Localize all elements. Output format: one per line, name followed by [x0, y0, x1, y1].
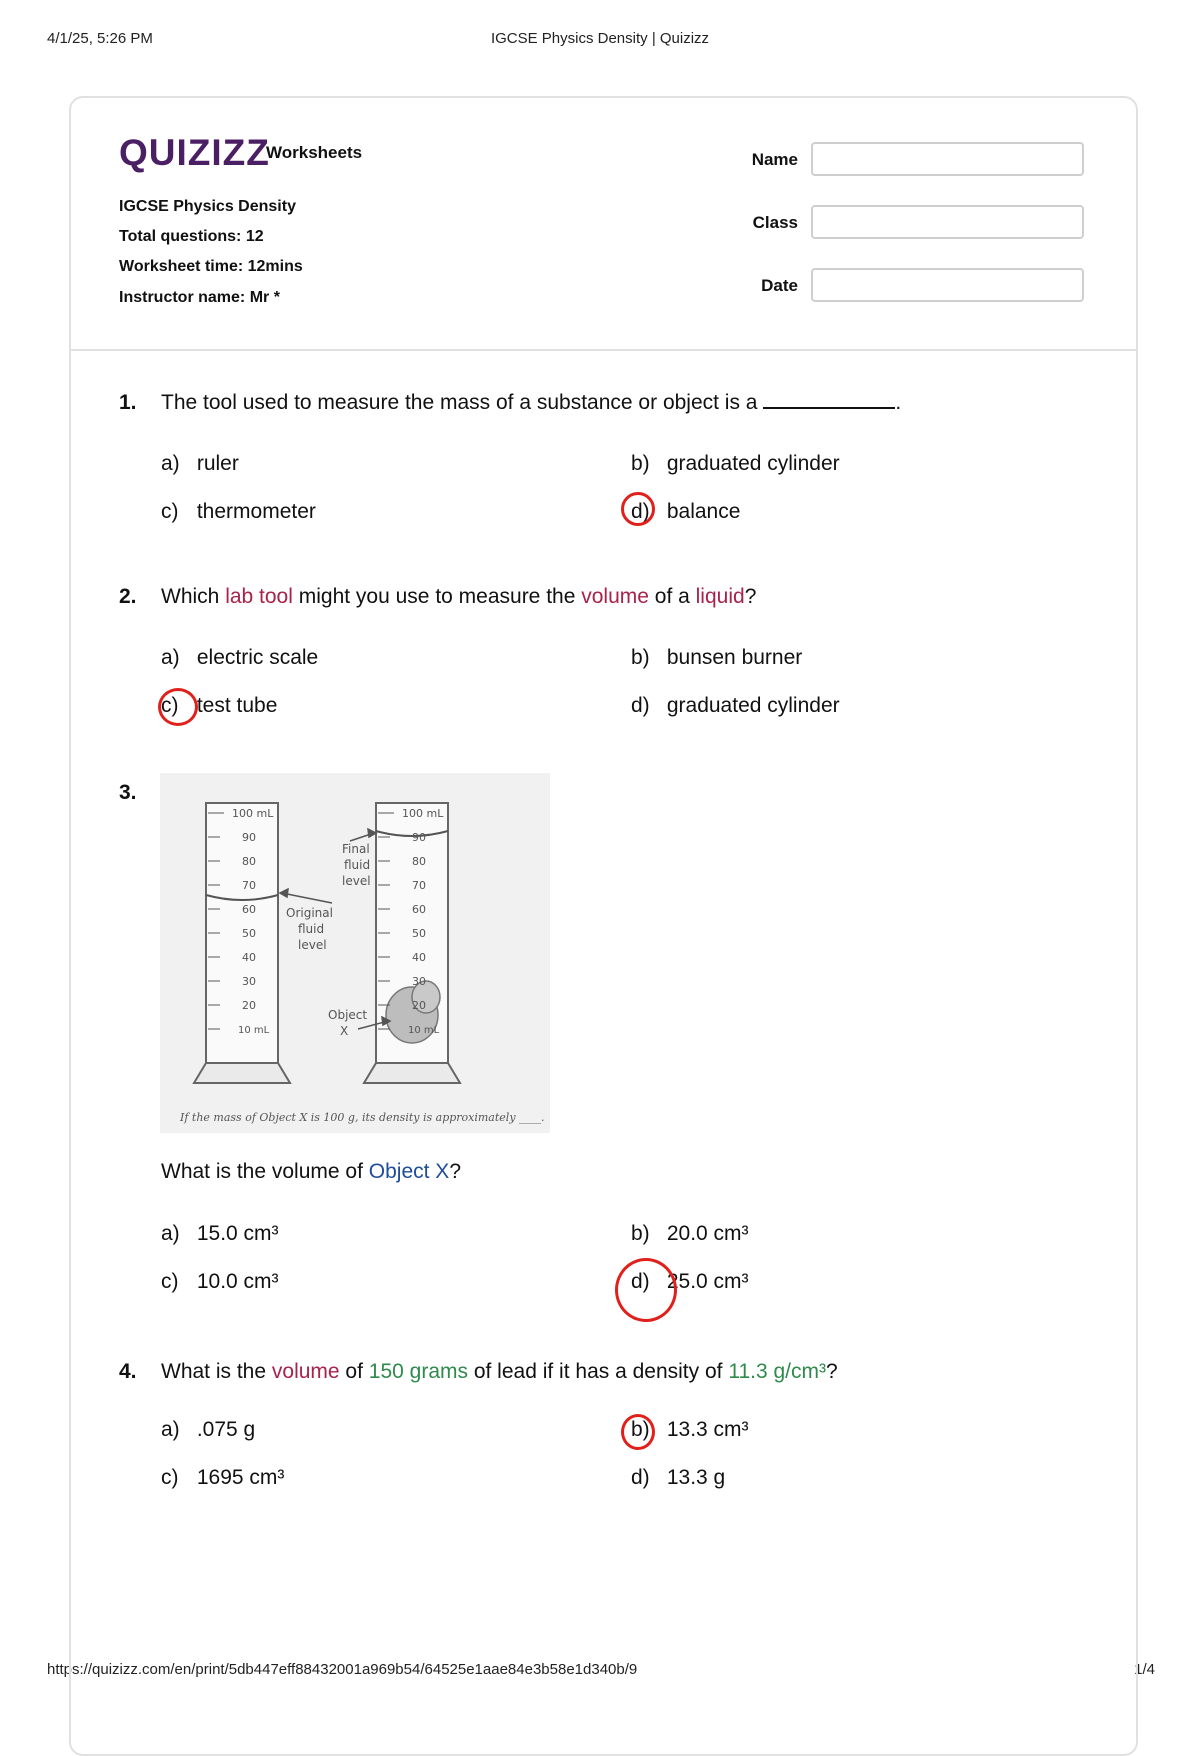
keyword: volume [581, 585, 649, 608]
option-c[interactable] [161, 500, 316, 524]
header-divider [69, 349, 1138, 351]
pen-circle-mark [621, 1414, 655, 1450]
print-header [0, 30, 1200, 52]
tick-label: 30 [412, 975, 426, 988]
option-text: 15.0 cm³ [196, 1222, 279, 1245]
tick-label: 10 mL [238, 1025, 270, 1036]
pen-circle-mark [621, 492, 655, 526]
answer-blank [763, 393, 895, 409]
tick-label: 50 [242, 927, 256, 940]
keyword: lab tool [225, 585, 293, 608]
option-a[interactable] [161, 1418, 255, 1442]
option-text: .075 g [196, 1418, 256, 1441]
option-letter: c) [161, 1270, 179, 1293]
option-text: thermometer [196, 500, 316, 523]
option-text: test tube [196, 694, 278, 717]
option-text: 1695 cm³ [196, 1466, 285, 1489]
question-text [161, 585, 756, 609]
annotation-label: Object [328, 1008, 368, 1022]
left-cylinder [194, 803, 290, 1083]
option-letter: d) [631, 1270, 650, 1293]
tick-label: 50 [412, 927, 426, 940]
option-letter: a) [161, 1222, 180, 1245]
option-letter: a) [161, 452, 180, 475]
option-a[interactable] [161, 452, 239, 476]
date-label: Date [761, 276, 798, 295]
option-letter: b) [631, 452, 650, 475]
tick-label: 90 [242, 831, 256, 844]
question-text-part: of a [648, 585, 696, 608]
option-text: bunsen burner [666, 646, 803, 669]
left-tick-top: 100 mL [232, 807, 274, 820]
print-url: https://quizizz.com/en/print/5db447eff88432001a969b54/64525e1aae84e3b58e1d340b/9 [47, 1661, 638, 1678]
question-text-part: The tool used to measure the mass of a substance or object is a [161, 391, 758, 414]
option-text: 20.0 cm³ [666, 1222, 749, 1245]
option-text: ruler [196, 452, 239, 475]
keyword: Object X [368, 1160, 450, 1183]
question-text-part: of lead if it has a density of [468, 1360, 729, 1383]
question-text-part: What is the volume of [161, 1160, 369, 1183]
question-text-part: Which [161, 585, 226, 608]
print-page-number: 1/4 [1134, 1661, 1155, 1678]
question-number: 1. [119, 391, 137, 414]
question-number: 3. [119, 781, 137, 804]
annotation-label: fluid [344, 858, 371, 872]
option-letter: c) [161, 500, 179, 523]
total-questions: Total questions: 12 [119, 228, 264, 245]
worksheet-time: Worksheet time: 12mins [119, 258, 303, 275]
option-letter: d) [631, 500, 650, 523]
tick-label: 30 [242, 975, 256, 988]
option-letter: d) [631, 694, 650, 717]
tick-label: 60 [412, 903, 426, 916]
option-text: graduated cylinder [666, 694, 840, 717]
option-text: graduated cylinder [666, 452, 840, 475]
class-label: Class [752, 213, 798, 232]
question-text-part: What is the [161, 1360, 272, 1383]
keyword: volume [271, 1360, 340, 1383]
option-letter: d) [631, 1466, 650, 1489]
annotation-label: level [342, 874, 371, 888]
option-letter: a) [161, 1418, 180, 1441]
worksheet-title: IGCSE Physics Density [119, 198, 296, 215]
question-text [161, 391, 901, 415]
instructor-name: Instructor name: Mr * [119, 289, 280, 306]
pen-circle-mark [158, 688, 198, 726]
tick-label: 40 [242, 951, 256, 964]
tick-label: 90 [412, 831, 426, 844]
option-letter: b) [631, 1418, 650, 1441]
question-number: 2. [119, 585, 137, 608]
option-d[interactable] [631, 694, 840, 718]
question-text-part: might you use to measure the [292, 585, 582, 608]
tick-label: 100 mL [402, 807, 444, 820]
logo-subtitle: Worksheets [266, 143, 363, 162]
option-letter: b) [631, 646, 650, 669]
question-text-part: ? [744, 585, 757, 608]
print-page-title: IGCSE Physics Density | Quizizz [490, 30, 710, 47]
option-letter: a) [161, 646, 180, 669]
keyword: 11.3 g/cm³ [728, 1360, 826, 1383]
tick-label: 20 [242, 999, 256, 1012]
annotation-label: X [340, 1024, 349, 1038]
option-d[interactable] [631, 1466, 725, 1490]
option-b[interactable] [631, 646, 802, 670]
question-number: 4. [119, 1360, 137, 1383]
option-text: 13.3 cm³ [666, 1418, 749, 1441]
option-a[interactable] [161, 1222, 279, 1246]
option-letter: c) [161, 1466, 179, 1489]
option-b[interactable] [631, 1222, 749, 1246]
question-text-part: ? [825, 1360, 838, 1383]
option-text: 13.3 g [666, 1466, 726, 1489]
option-text: electric scale [196, 646, 319, 669]
annotation-label: Original [286, 906, 333, 920]
figure-caption: If the mass of Object X is 100 g, its density is approximately ____. [180, 1111, 545, 1124]
tick-label: 20 [412, 999, 426, 1012]
right-cylinder [364, 803, 460, 1083]
option-text: balance [666, 500, 741, 523]
tick-label: 70 [412, 879, 426, 892]
date-field[interactable] [811, 268, 1084, 302]
option-text: 10.0 cm³ [196, 1270, 279, 1293]
name-label: Name [751, 150, 798, 169]
question-text-part: ? [449, 1160, 461, 1183]
question-text [161, 1360, 838, 1384]
option-text: 25.0 cm³ [666, 1270, 749, 1293]
annotation-label: fluid [298, 922, 325, 936]
tick-label: 80 [412, 855, 426, 868]
tick-label: 10 mL [408, 1025, 440, 1036]
option-b[interactable] [631, 452, 840, 476]
keyword: 150 grams [368, 1360, 468, 1383]
tick-label: 80 [242, 855, 256, 868]
tick-label: 40 [412, 951, 426, 964]
tick-label: 60 [242, 903, 256, 916]
option-c[interactable] [161, 1466, 284, 1490]
quizizz-logo: QUIZIZZ [119, 132, 270, 173]
name-field[interactable] [811, 142, 1084, 176]
option-letter: b) [631, 1222, 650, 1245]
class-field[interactable] [811, 205, 1084, 239]
question-text [161, 1160, 461, 1184]
annotation-label: level [298, 938, 327, 952]
question-text-part: of [339, 1360, 369, 1383]
option-letter: c) [161, 694, 179, 717]
option-c[interactable] [161, 1270, 279, 1294]
cylinder-diagram [160, 773, 550, 1133]
annotation-label: Final [342, 842, 370, 856]
question-text-part: . [895, 391, 902, 414]
tick-label: 70 [242, 879, 256, 892]
pen-circle-mark [615, 1258, 677, 1322]
graduated-cylinder-figure [160, 773, 550, 1133]
print-datetime: 4/1/25, 5:26 PM [47, 30, 153, 47]
keyword: liquid [695, 585, 745, 608]
option-a[interactable] [161, 646, 318, 670]
